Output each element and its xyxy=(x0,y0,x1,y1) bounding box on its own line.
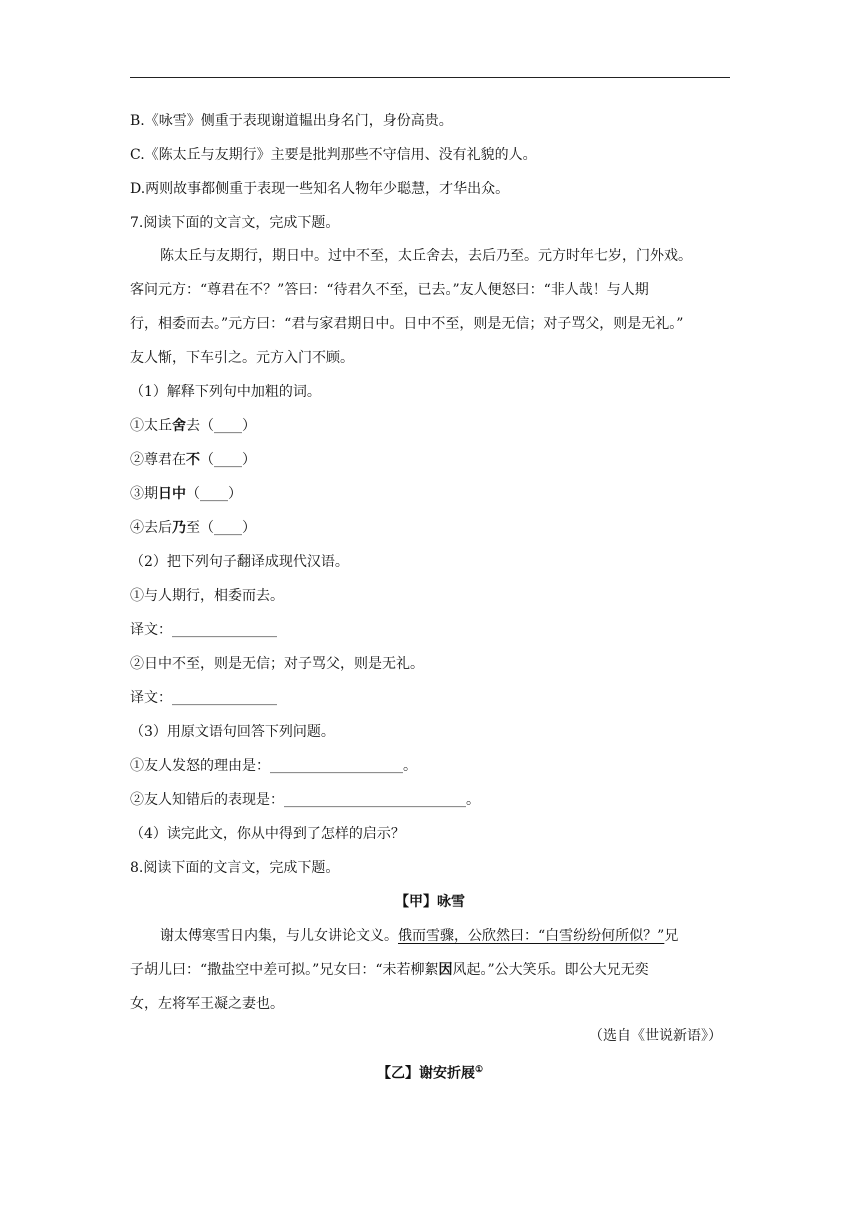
q7-item-1: ①太丘舍去（____） xyxy=(130,418,256,434)
q7-title: 7.阅读下面的文言文，完成下题。 xyxy=(130,215,340,231)
q7-passage-line: 友人惭，下车引之。元方入门不顾。 xyxy=(130,350,354,366)
q7-sub1-heading: （1）解释下列句中加粗的词。 xyxy=(130,384,321,400)
q7-item-2: ②尊君在不（____） xyxy=(130,452,256,468)
q6-option-c: C.《陈太丘与友期行》主要是批判那些不守信用、没有礼貌的人。 xyxy=(130,147,537,163)
q7-translation-blank-2: 译文：_______________ xyxy=(130,690,277,706)
q7-sub2-heading: （2）把下列句子翻译成现代汉语。 xyxy=(130,554,349,570)
q7-translate-sentence-1: ①与人期行，相委而去。 xyxy=(130,588,284,604)
q7-passage-line: 陈太丘与友期行，期日中。过中不至，太丘舍去，去后乃至。元方时年七岁，门外戏。 xyxy=(160,248,692,264)
jia-passage-line: 子胡儿曰：“撒盐空中差可拟。”兄女曰：“未若柳絮因风起。”公大笑乐。即公大兄无奕 xyxy=(130,962,649,978)
bold-word: 日中 xyxy=(158,486,186,502)
bold-word: 舍 xyxy=(172,418,186,434)
q6-option-b: B.《咏雪》侧重于表现谢道韫出身名门，身份高贵。 xyxy=(130,113,453,129)
q7-answer-2: ②友人知错后的表现是：__________________________。 xyxy=(130,792,480,808)
q7-answer-1: ①友人发怒的理由是：___________________。 xyxy=(130,758,417,774)
footnote-mark: ① xyxy=(474,1065,484,1075)
header-rule xyxy=(130,77,730,78)
q7-passage-line: 客问元方：“尊君在不？”答曰：“待君久不至，已去。”友人便怒曰：“非人哉！与人期 xyxy=(130,282,649,298)
jia-passage-line: 谢太傅寒雪日内集，与儿女讲论文义。俄而雪骤，公欣然曰：“白雪纷纷何所似？”兄 xyxy=(160,928,679,944)
q7-translate-sentence-2: ②日中不至，则是无信；对子骂父，则是无礼。 xyxy=(130,656,424,672)
jia-passage-line: 女，左将军王凝之妻也。 xyxy=(130,996,284,1012)
bold-word: 因 xyxy=(438,962,453,978)
q7-sub4-heading: （4）读完此文，你从中得到了怎样的启示？ xyxy=(130,826,405,842)
q8-title: 8.阅读下面的文言文，完成下题。 xyxy=(130,860,340,876)
q7-item-3: ③期日中（____） xyxy=(130,486,242,502)
source-citation: （选自《世说新语》） xyxy=(589,1028,722,1044)
passage-jia-title: 【甲】咏雪 xyxy=(395,894,465,910)
q7-passage-line: 行，相委而去。”元方曰：“君与家君期日中。日中不至，则是无信；对子骂父，则是无礼。” xyxy=(130,316,684,332)
q7-sub3-heading: （3）用原文语句回答下列问题。 xyxy=(130,724,335,740)
passage-yi-title: 【乙】谢安折屐① xyxy=(376,1065,484,1082)
bold-word: 不 xyxy=(186,452,200,468)
q7-item-4: ④去后乃至（____） xyxy=(130,520,256,536)
q7-translation-blank-1: 译文：_______________ xyxy=(130,622,277,638)
underlined-sentence: 俄而雪骤，公欣然曰：“白雪纷纷何所似？” xyxy=(398,928,665,944)
bold-word: 乃 xyxy=(172,520,186,536)
q6-option-d: D.两则故事都侧重于表现一些知名人物年少聪慧，才华出众。 xyxy=(130,181,510,197)
